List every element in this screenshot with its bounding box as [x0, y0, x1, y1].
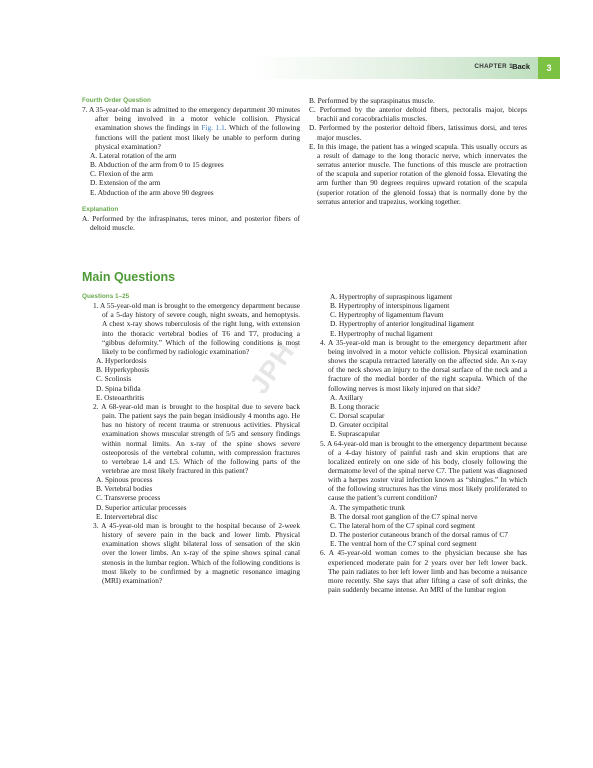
question-4: 4. A 35-year-old man is brought to the emergency department after being involved in a motor vehicle collision. Physical examination shows the scapula retracted laterally on the affected side. An x-ray of the neck shows an injury to the dorsal surface of the neck and a fracture of the medial border of the right scapula. Which of the following nerves is most likely injured on that side? [320, 337, 527, 393]
question-2: 2. A 68-year-old man is brought to the hospital due to severe back pain. The patient says the pain began insidiously 4 months ago. He has no history of recent trauma or strenuous activities. Physical examination shows muscular strength of 5/5 and sensory findings within normal limits. An x-ray of the spine shows severe osteoporosis of the vertebral column, with compression fractures to vertebrae L4 and L5. Which of the following parts of the vertebrae are most likely fractured in this patient? [93, 401, 300, 475]
explanation-c: C. Performed by the anterior deltoid fibers, pectoralis major, biceps brachii and coracobrachialis muscles. [309, 105, 527, 124]
q2-option: D. Superior articular processes [96, 502, 187, 512]
q3-option: D. Hypertrophy of anterior longitudinal ligament [330, 319, 474, 329]
q1-option: D. Spina bifida [96, 383, 141, 393]
explanation-e: E. In this image, the patient has a winged scapula. This usually occurs as a result of damage to the long thoracic nerve, which innervates the serratus anterior muscle. The functions of this muscle are protraction of the scapula and superior rotation of the glenoid fossa. Elevating the arm further than 90 degrees requires upward rotation of the scapula (superior rotation of the glenoid fossa) that is normally done by the serratus anterior and trapezius, working together. [309, 141, 527, 206]
chapter-name: Back [512, 62, 530, 71]
q5-option: B. The dorsal root ganglion of the C7 spinal nerve [330, 511, 478, 521]
q3-option: E. Hypertrophy of nuchal ligament [330, 328, 433, 338]
fourth-order-heading: Fourth Order Question [82, 97, 151, 104]
explanation-heading: Explanation [82, 205, 119, 213]
question-5: 5. A 64-year-old man is brought to the emergency department because of a 4-day history of painful rash and skin eruptions that are localized entirely on one side of his body, closely following the dermatome level of the spinal nerve C7. The patient was diagnosed with a herpes zoster viral infection known as “shingles.” In which of the following structures has the virus most likely proliferated to cause the patient’s current condition? [320, 438, 527, 503]
question-7: 7. A 35-year-old man is admitted to the emergency department 30 minutes after being involved in a motor vehicle collision. Physical examination shows the findings in Fig. 1.1. Which of the following functions will the patient most likely be unable to perform during physical examination? [82, 105, 300, 151]
q7-option: A. Lateral rotation of the arm [90, 150, 177, 160]
q2-option: E. Intervertebral disc [96, 511, 158, 521]
q1-option: B. Hyperkyphosis [96, 365, 150, 375]
q7-option: C. Flexion of the arm [90, 169, 154, 179]
q5-option: C. The lateral horn of the C7 spinal cord segment [330, 520, 476, 530]
q5-option: D. The posterior cutaneous branch of the dorsal ramus of C7 [330, 530, 508, 540]
page-header [0, 57, 593, 79]
q7-option: E. Abduction of the arm above 90 degrees [90, 187, 214, 197]
question-6: 6. A 45-year-old woman comes to the physician because she has experienced moderate pain for 2 years over her left lower back. The pain radiates to her left lower limb and has become a nuisance more recently. She says that after lifting a case of soft drinks, the pain suddenly became intense. An MRI of the lumbar region [320, 548, 527, 594]
q4-option: D. Greater occipital [330, 420, 389, 430]
q7-option: D. Extension of the arm [90, 178, 161, 188]
q2-option: C. Transverse process [96, 493, 161, 503]
q4-option: C. Dorsal scapular [330, 411, 385, 421]
q4-option: A. Axillary [330, 392, 364, 402]
q7-option: B. Abduction of the arm from 0 to 15 degrees [90, 160, 224, 170]
q5-option: A. The sympathetic trunk [330, 502, 405, 512]
q1-option: C. Scoliosis [96, 374, 132, 384]
question-1: 1. A 55-year-old man is brought to the emergency department because of a 5-day history of severe cough, night sweats, and hemoptysis. A chest x-ray shows tuberculosis of the right lung, with extension into the thoracic vertebral bodies of T6 and T7, producing a “gibbus deformity.” Which of the following conditions is most likely to be confirmed by radiologic examination? [93, 301, 300, 356]
q3-option: A. Hypertrophy of supraspinous ligament [330, 292, 453, 301]
main-questions-title: Main Questions [82, 270, 176, 284]
explanation-a: A. Performed by the infraspinatus, teres minor, and posterior fibers of deltoid muscle. [82, 213, 300, 233]
top-right-block [309, 96, 527, 206]
q5-option: E. The ventral horn of the C7 spinal cord segment [330, 539, 477, 549]
fig-link[interactable]: Fig. 1.1 [201, 123, 225, 133]
q2-option: A. Spinous process [96, 475, 153, 485]
top-left-block [82, 96, 300, 232]
q4-option: E. Suprascapular [330, 429, 380, 439]
watermark: JPH. [244, 329, 306, 400]
q2-option: B. Vertebral bodies [96, 484, 153, 494]
q1-option: A. Hyperlordosis [96, 356, 147, 366]
question-3: 3. A 45-year-old man is brought to the hospital because of 2-week history of severe pain in the back and lower limb. Physical examination shows slight bilateral loss of sensation of the skin over the lower limbs. An x-ray of the spine shows spinal canal stenosis in the lumbar region. Which of the following conditions is most likely to be confirmed by a magnetic resonance imaging (MRI) examination? [93, 520, 300, 585]
q3-option: B. Hypertrophy of interspinous ligament [330, 301, 450, 311]
q4-option: B. Long thoracic [330, 401, 380, 411]
page-number: 3 [538, 57, 560, 79]
questions-range: Questions 1–25 [82, 293, 130, 300]
right-column [316, 292, 527, 594]
left-column [82, 292, 300, 585]
q3-option: C. Hypertrophy of ligamentum flavum [330, 310, 444, 320]
explanation-d: D. Performed by the posterior deltoid fibers, latissimus dorsi, and teres major muscles. [309, 123, 527, 142]
q1-option: E. Osteoarthritis [96, 392, 145, 402]
chapter-label: CHAPTER 1 [474, 63, 513, 70]
explanation-b: B. Performed by the supraspinatus muscle. [309, 96, 435, 105]
